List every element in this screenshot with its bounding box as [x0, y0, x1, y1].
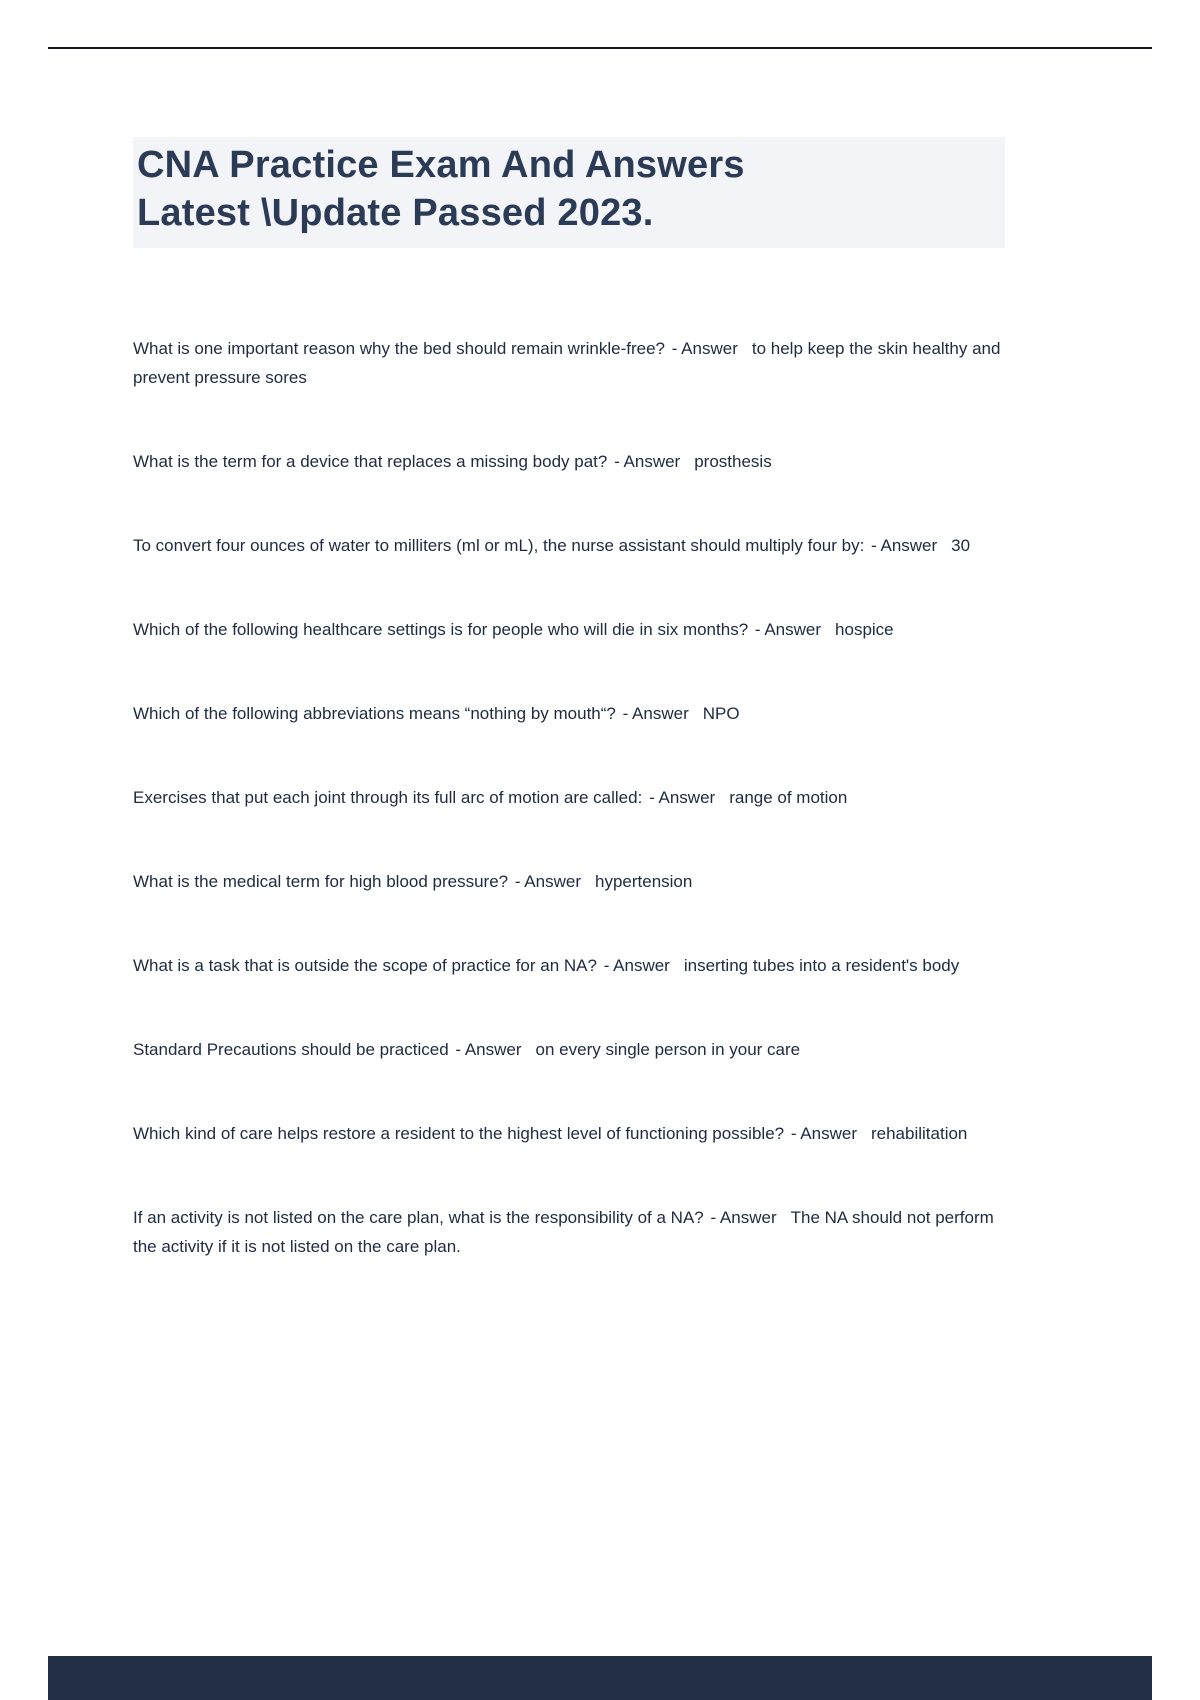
answer-label: - Answer — [622, 703, 689, 723]
qa-question: What is the term for a device that replaces a missing body pat? — [133, 451, 608, 471]
qa-item — [133, 867, 1005, 896]
answer-text: rehabilitation — [870, 1123, 968, 1143]
qa-item — [133, 334, 1005, 392]
answer-label: - Answer — [514, 871, 581, 891]
answer-text: NPO — [702, 703, 740, 723]
answer-label: - Answer — [710, 1207, 777, 1227]
answer-text: prosthesis — [694, 451, 772, 471]
qa-question: To convert four ounces of water to milliters (ml or mL), the nurse assistant should multiply four by: — [133, 535, 865, 555]
qa-item — [133, 783, 1005, 812]
qa-question: If an activity is not listed on the care plan, what is the responsibility of a NA? — [133, 1207, 704, 1227]
qa-item — [133, 1035, 1005, 1064]
qa-item — [133, 1119, 1005, 1148]
qa-list — [133, 334, 1005, 1261]
qa-question: Which of the following abbreviations means “nothing by mouth“? — [133, 703, 616, 723]
qa-question: What is a task that is outside the scope of practice for an NA? — [133, 955, 597, 975]
qa-question: Exercises that put each joint through its full arc of motion are called: — [133, 787, 643, 807]
answer-label: - Answer — [649, 787, 716, 807]
qa-item — [133, 615, 1005, 644]
qa-item — [133, 531, 1005, 560]
answer-label: - Answer — [754, 619, 822, 639]
answer-label: - Answer — [614, 451, 681, 471]
title-line-2: Latest \Update Passed 2023. — [137, 192, 654, 235]
answer-label: - Answer — [671, 338, 738, 358]
title-line-1: CNA Practice Exam And Answers — [137, 144, 745, 186]
answer-text: 30 — [951, 535, 971, 555]
answer-label: - Answer — [603, 955, 670, 975]
qa-item — [133, 447, 1005, 476]
qa-question: Standard Precautions should be practiced — [133, 1039, 449, 1059]
document-page — [133, 137, 1005, 1261]
answer-text: hospice — [835, 619, 894, 639]
qa-question: What is the medical term for high blood pressure? — [133, 871, 509, 891]
answer-label: - Answer — [871, 535, 938, 555]
qa-question: Which of the following healthcare settings is for people who will die in six months? — [133, 619, 749, 639]
qa-question: What is one important reason why the bed should remain wrinkle-free? — [133, 338, 665, 358]
bottom-bar — [48, 1656, 1152, 1700]
answer-text: inserting tubes into a resident's body — [683, 955, 960, 975]
answer-text: range of motion — [729, 787, 848, 807]
qa-item — [133, 699, 1005, 728]
answer-text: to help keep the skin healthy and prevent pressure sores — [133, 338, 1001, 387]
qa-item — [133, 1203, 1005, 1261]
qa-item — [133, 951, 1005, 980]
answer-label: - Answer — [790, 1123, 857, 1143]
answer-text: on every single person in your care — [535, 1039, 801, 1059]
answer-text: The NA should not perform the activity if it is not listed on the care plan. — [133, 1207, 994, 1256]
answer-label: - Answer — [455, 1039, 522, 1059]
top-rule — [48, 47, 1152, 49]
qa-question: Which kind of care helps restore a resident to the highest level of functioning possible? — [133, 1123, 785, 1143]
page-title — [133, 137, 1005, 248]
answer-text: hypertension — [595, 871, 693, 891]
